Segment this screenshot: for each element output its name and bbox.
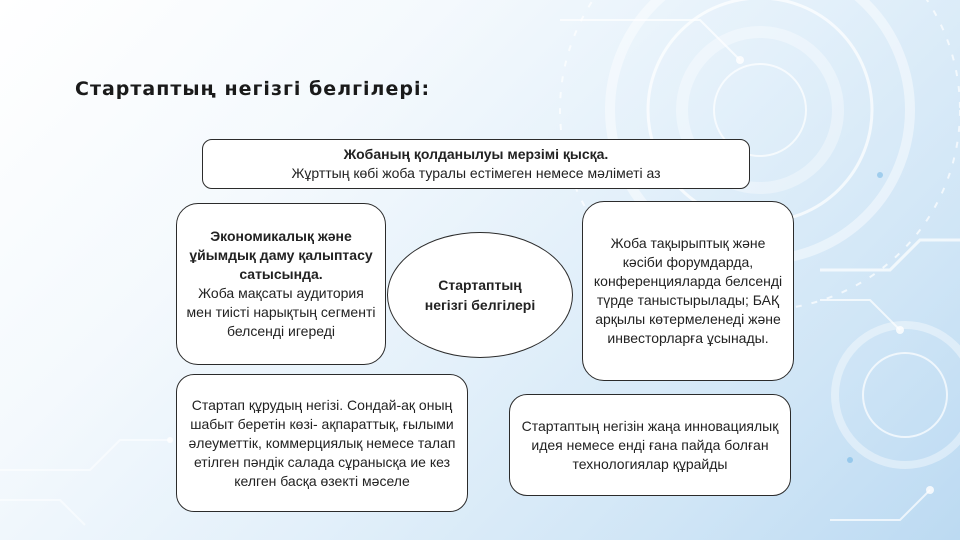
bottom-right-feature-box [509,394,791,496]
bottom-left-feature-box [176,374,468,512]
right-feature-text: Жоба тақырыптық және кәсіби форумдарда, конференцияларда белсенді түрде таныстырылады; БАҚ арқылы көтермеленеді және инвесторларға ұсынады. [593,235,783,346]
bottom-right-feature-text: Стартаптың негізін жаңа инновациялық идея немесе енді ғана пайда болған технологиялар құрайды [521,417,779,472]
left-feature-text: Жоба мақсаты аудитория мен тиісті нарықтың сегменті белсенді игереді [186,285,376,339]
bottom-left-feature-text: Стартап құрудың негізі. Сондай-ақ оның шабыт беретін көзі- ақпараттық, ғылыми әлеуметтік, коммерциялық немесе талап етілген пәндік салада сұранысқа ие кез келген басқа өзекті мәселе [188,396,456,489]
top-feature-heading: Жобаның қолданылуы мерзімі қысқа. [343,146,609,162]
left-feature-box [176,203,386,365]
top-feature-text: Жұрттың көбі жоба туралы естімеген немесе мәліметі аз [291,165,661,181]
slide-title: Стартаптың негізгі белгілері: [75,78,431,100]
right-feature-box [582,201,794,381]
center-ellipse [387,232,573,358]
left-feature-heading: Экономикалық және ұйымдық даму қалыптасу сатысында. [189,228,373,282]
center-ellipse-label: Стартаптың негізгі белгілері [424,277,536,313]
top-feature-box [202,139,750,189]
